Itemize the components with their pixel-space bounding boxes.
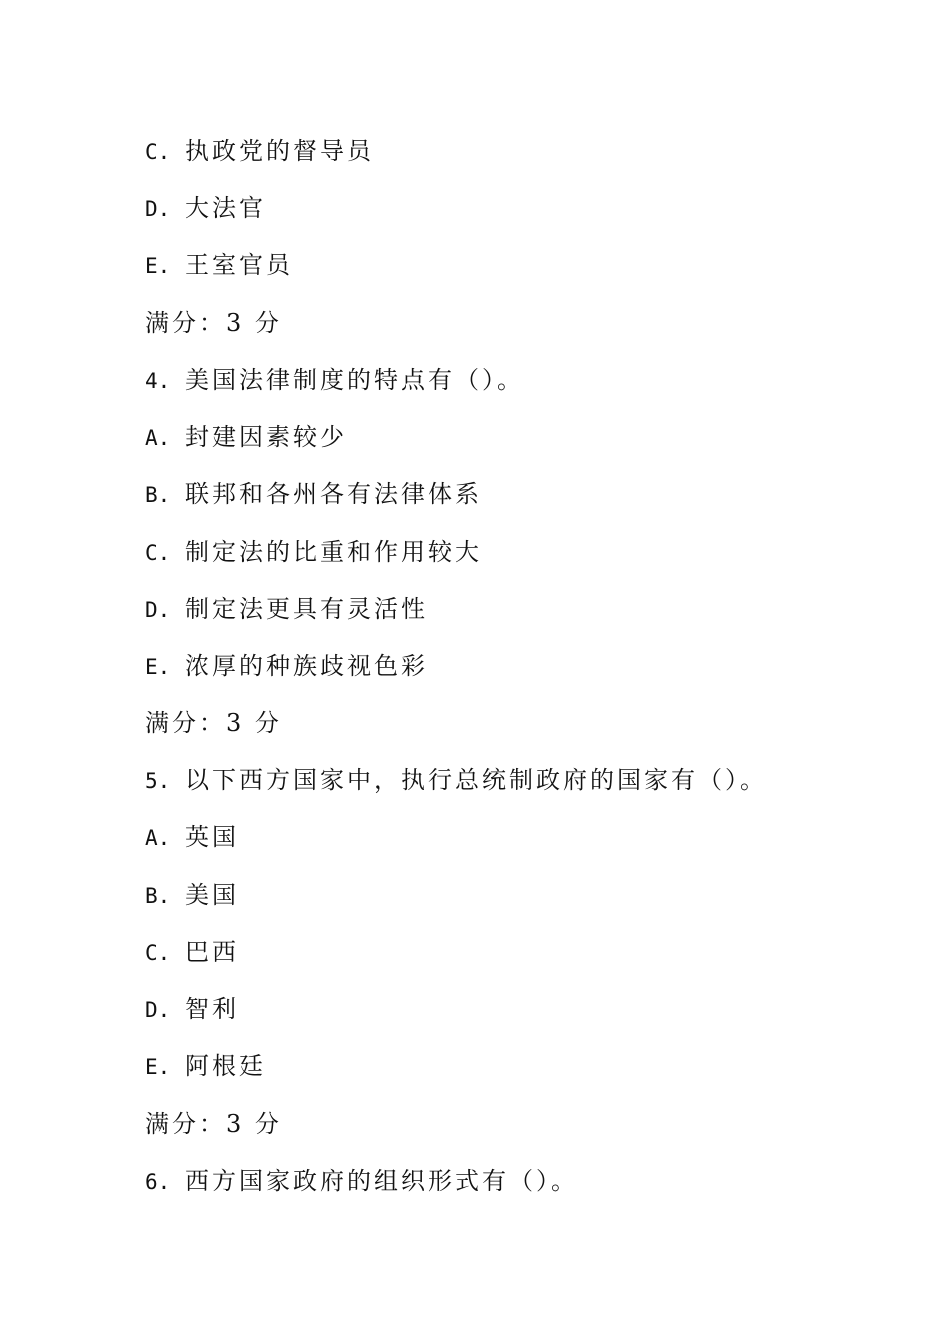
option-line [145,477,482,511]
score-line [145,1107,282,1141]
option-line [145,992,239,1026]
option-text: 封建因素较少 [185,423,347,451]
option-line [145,248,293,282]
option-line [145,134,374,168]
option-text: 英国 [185,823,239,851]
score-text: 满分：3 分 [145,309,282,337]
option-letter: E. [145,1055,171,1079]
option-letter: A. [145,826,171,850]
option-text: 巴西 [185,938,239,966]
option-line [145,420,347,454]
option-line [145,535,482,569]
option-text: 大法官 [185,194,266,222]
option-text: 王室官员 [185,251,293,279]
option-letter: B. [145,884,171,908]
option-text: 执政党的督导员 [185,137,374,165]
score-text: 满分：3 分 [145,709,282,737]
option-line [145,820,239,854]
option-text: 阿根廷 [185,1052,266,1080]
question-number: 6. [145,1170,171,1194]
option-text: 制定法更具有灵活性 [185,595,428,623]
option-text: 浓厚的种族歧视色彩 [185,652,428,680]
option-line [145,1049,266,1083]
option-line [145,191,266,225]
option-letter: D. [145,598,171,622]
option-letter: E. [145,655,171,679]
score-text: 满分：3 分 [145,1110,282,1138]
option-letter: C. [145,140,171,164]
option-text: 联邦和各州各有法律体系 [185,480,482,508]
option-letter: C. [145,541,171,565]
question-number: 5. [145,769,171,793]
question-line [145,363,524,397]
option-text: 美国 [185,881,239,909]
option-line [145,649,428,683]
score-line [145,306,282,340]
question-number: 4. [145,369,171,393]
question-line [145,763,767,797]
option-line [145,935,239,969]
option-text: 智利 [185,995,239,1023]
option-letter: B. [145,483,171,507]
score-line [145,706,282,740]
question-line [145,1164,578,1198]
option-letter: C. [145,941,171,965]
question-text: 美国法律制度的特点有（）。 [185,366,524,394]
question-text: 西方国家政府的组织形式有（）。 [185,1167,578,1195]
option-text: 制定法的比重和作用较大 [185,538,482,566]
question-text: 以下西方国家中，执行总统制政府的国家有（）。 [185,766,767,794]
option-letter: D. [145,998,171,1022]
option-letter: E. [145,254,171,278]
option-letter: D. [145,197,171,221]
option-line [145,592,428,626]
option-letter: A. [145,426,171,450]
option-line [145,878,239,912]
